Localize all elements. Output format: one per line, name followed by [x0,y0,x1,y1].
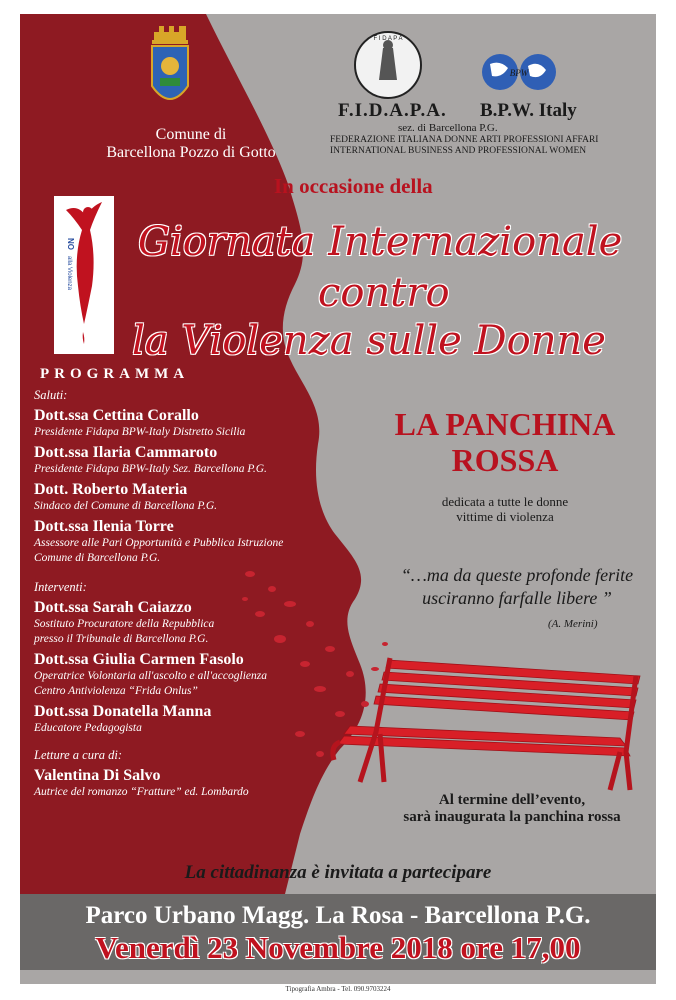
svg-text:NO: NO [66,238,75,250]
speaker-role: Comune di Barcellona P.G. [34,552,161,564]
speaker-role: Sostituto Procuratore della Repubblica [34,618,215,630]
comune-name [86,126,296,162]
title-line3: la Violenza sulle Donne [132,318,606,364]
speaker-name: Valentina Di Salvo [34,767,161,784]
programma-heading: PROGRAMMA [40,366,190,382]
poster [20,14,656,984]
speaker-role: Educatore Pedagogista [34,722,142,734]
event-date: Venerdì 23 Novembre 2018 ore 17,00 [95,930,581,965]
interventi-label: Interventi: [34,580,87,594]
dedicata-line1: dedicata a tutte le donne [441,494,569,509]
bpw-name: B.P.W. Italy [480,100,577,121]
panchina-rossa-heading [370,406,640,478]
no-violenza-logo-icon [54,196,114,354]
dedicata-text [395,494,615,524]
red-bench-icon [320,642,650,792]
speaker-role: Presidente Fidapa BPW-Italy Sez. Barcellona P.G. [34,463,267,475]
merini-quote [392,564,642,610]
comune-line1: Comune di [155,126,227,143]
speaker-role: Operatrice Volontaria all'ascolto e all'accoglienza [34,670,267,682]
comune-line2: Barcellona Pozzo di Gotto [106,144,276,161]
letture-label: Letture a cura di: [34,748,123,762]
speaker-name: Dott.ssa Donatella Manna [34,703,212,720]
fidapa-section: sez. di Barcellona P.G. [398,122,498,134]
termine-line1: Al termine dell’evento, [438,792,586,808]
termine-text [392,792,632,826]
svg-text:alla Violenza: alla Violenza [66,256,72,290]
svg-text:BPW: BPW [509,68,529,78]
speaker-name: Dott.ssa Giulia Carmen Fasolo [34,651,244,668]
comune-crest-icon [148,24,192,116]
saluti-label: Saluti: [34,388,68,402]
tipografia-credit: Tipografia Ambra - Tel. 090.9703224 [285,985,391,993]
svg-text:F I D A P A: F I D A P A [373,36,403,42]
speaker-role: Presidente Fidapa BPW-Italy Distretto Sicilia [34,426,246,438]
panchina-line1: LA PANCHINA [394,406,616,442]
invito-text: La cittadinanza è invitata a partecipare [184,862,492,883]
speaker-name: Dott. Roberto Materia [34,481,188,498]
fidapa-name: F.I.D.A.P.A. [338,100,447,121]
speaker-name: Dott.ssa Sarah Caiazzo [34,599,192,616]
speaker-role: Sindaco del Comune di Barcellona P.G. [34,500,218,512]
speaker-name: Dott.ssa Ilaria Cammaroto [34,444,218,461]
speaker-role: Centro Antiviolenza “Frida Onlus” [34,685,198,697]
bpw-logo-icon [480,50,560,94]
panchina-line2: ROSSA [451,442,559,478]
programma-list [34,384,364,800]
title-line1: Giornata Internazionale [138,219,623,265]
speaker-role: presso il Tribunale di Barcellona P.G. [34,633,209,645]
quote-author: (A. Merini) [548,618,598,630]
speaker-name: Dott.ssa Cettina Corallo [34,407,199,424]
title-line2: contro [318,270,450,316]
termine-line2: sarà inaugurata la panchina rossa [403,809,621,825]
fidapa-logo-icon [353,30,423,100]
quote-line1: “…ma da queste profonde ferite [400,565,634,585]
federazione-text: FEDERAZIONE ITALIANA DONNE ARTI PROFESSIONI AFFARI [330,135,599,145]
occasione-text: In occasione della [274,174,433,198]
speaker-role: Assessore alle Pari Opportunità e Pubblica Istruzione [34,537,284,549]
dedicata-line2: vittime di violenza [456,509,554,524]
speaker-name: Dott.ssa Ilenia Torre [34,518,174,535]
international-text: INTERNATIONAL BUSINESS AND PROFESSIONAL WOMEN [330,146,587,156]
quote-line2: usciranno farfalle libere ” [422,588,612,608]
speaker-role: Autrice del romanzo “Fratture” ed. Lombardo [34,786,249,798]
event-location: Parco Urbano Magg. La Rosa - Barcellona P.G. [85,902,591,929]
